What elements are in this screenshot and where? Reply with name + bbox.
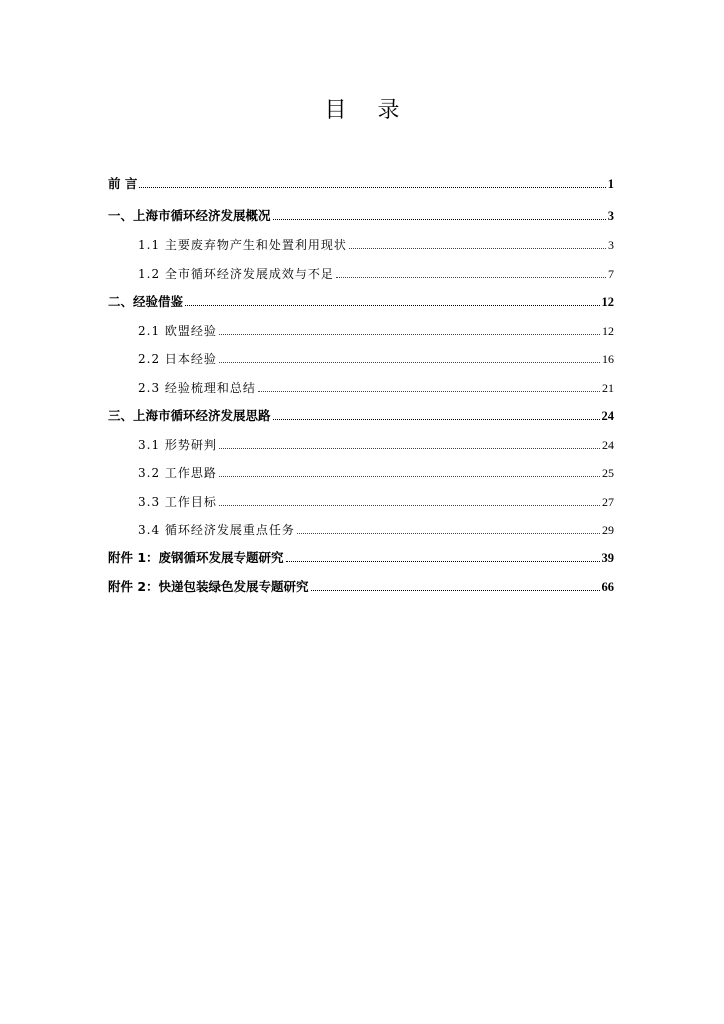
toc-entry-section-3-4[interactable] [138, 520, 614, 538]
toc-entry-page: 3 [608, 238, 614, 252]
toc-entry-label: 3.1 形势研判 [138, 438, 217, 452]
toc-entry-section-2-3[interactable] [138, 378, 614, 396]
toc-entry-label: 3.3 工作目标 [138, 495, 217, 509]
toc-entry-section-3-3[interactable] [138, 492, 614, 510]
toc-entry-label: 2.1 欧盟经验 [138, 324, 217, 338]
toc-entry-section-2-2[interactable] [138, 349, 614, 367]
toc-entry-page: 7 [608, 267, 614, 281]
toc-entry-page: 3 [607, 209, 614, 223]
toc-entry-label: 前 言 [108, 176, 138, 191]
toc-leader-dots [258, 390, 600, 392]
toc-entry-label: 3.2 工作思路 [138, 466, 217, 480]
toc-entry-label: 三、上海市循环经济发展思路 [108, 408, 271, 423]
toc-leader-dots [219, 333, 600, 335]
toc-leader-dots [311, 589, 600, 591]
toc-entry-page: 25 [602, 466, 614, 480]
toc-leader-dots [297, 532, 600, 534]
toc-leader-dots [219, 361, 600, 363]
toc-entry-page: 24 [602, 438, 614, 452]
toc-entry-label: 附件 2：快递包装绿色发展专题研究 [108, 579, 309, 594]
toc-entry-section-1-2[interactable] [138, 264, 614, 282]
toc-entry-label: 1.1 主要废弃物产生和处置利用现状 [138, 238, 347, 252]
toc-leader-dots [185, 304, 599, 306]
toc-entry-section-2-1[interactable] [138, 321, 614, 339]
toc-entry-page: 39 [601, 551, 614, 565]
toc-leader-dots [336, 276, 606, 278]
toc-entry-appendix-1[interactable] [108, 548, 614, 566]
toc-entry-chapter-2[interactable] [108, 292, 614, 310]
toc-entry-section-3-1[interactable] [138, 435, 614, 453]
toc-leader-dots [219, 447, 600, 449]
toc-entry-label: 1.2 全市循环经济发展成效与不足 [138, 267, 334, 281]
toc-entry-appendix-2[interactable] [108, 577, 614, 595]
toc-entry-page: 12 [601, 295, 614, 309]
toc-leader-dots [349, 247, 606, 249]
toc-leader-dots [286, 560, 600, 562]
toc-entry-page: 29 [602, 523, 614, 537]
toc-entry-page: 21 [602, 381, 614, 395]
toc-title: 目 录 [324, 98, 412, 123]
toc-entry-label: 2.3 经验梳理和总结 [138, 381, 256, 395]
toc-entry-section-3-2[interactable] [138, 463, 614, 481]
toc-leader-dots [219, 475, 600, 477]
toc-entry-chapter-1[interactable] [108, 206, 614, 224]
toc-entry-label: 2.2 日本经验 [138, 352, 217, 366]
toc-entry-section-1-1[interactable] [138, 235, 614, 253]
toc-entry-preface[interactable] [108, 174, 614, 192]
toc-leader-dots [273, 218, 606, 220]
toc-entry-page: 27 [602, 495, 614, 509]
toc-entry-page: 16 [602, 352, 614, 366]
toc-entry-label: 附件 1：废钢循环发展专题研究 [108, 550, 284, 565]
toc-entry-label: 3.4 循环经济发展重点任务 [138, 523, 295, 537]
toc-entry-page: 12 [602, 324, 614, 338]
toc-entry-chapter-3[interactable] [108, 406, 614, 424]
toc-entry-label: 二、经验借鉴 [108, 294, 184, 309]
toc-leader-dots [273, 418, 600, 420]
toc-entry-page: 24 [601, 409, 614, 423]
toc-entry-page: 1 [607, 177, 614, 191]
toc-entry-label: 一、上海市循环经济发展概况 [108, 208, 271, 223]
toc-leader-dots [219, 504, 600, 506]
toc-entry-page: 66 [601, 580, 614, 594]
toc-leader-dots [139, 186, 605, 188]
